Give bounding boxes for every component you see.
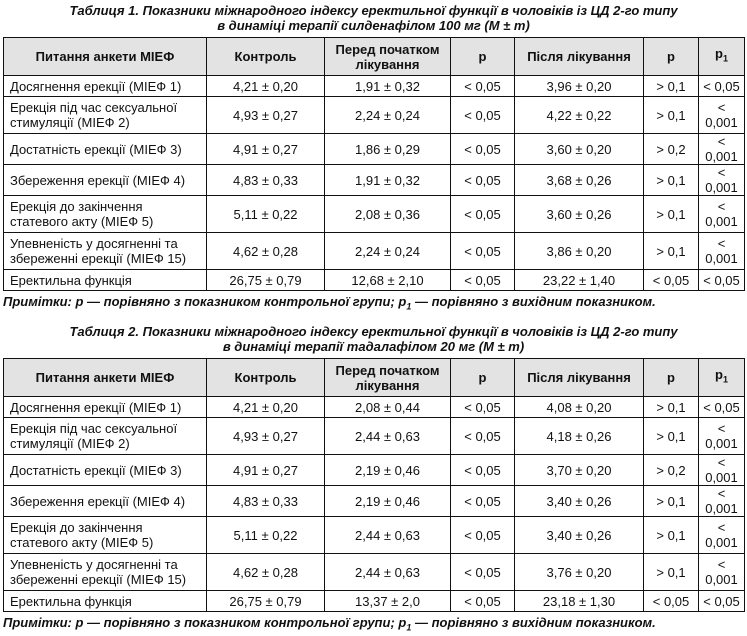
- table-row: [4, 554, 745, 591]
- cell-p: < 0,05: [451, 418, 515, 455]
- cell-before: 1,91 ± 0,32: [325, 165, 451, 196]
- table-row: [4, 233, 745, 270]
- table-row: [4, 134, 745, 165]
- cell-p-after: > 0,1: [644, 397, 699, 418]
- cell-p1: < 0,001: [699, 554, 745, 591]
- header-after-treatment: Після лікування: [515, 38, 644, 76]
- cell-before: 2,08 ± 0,44: [325, 397, 451, 418]
- cell-control: 4,91 ± 0,27: [207, 134, 325, 165]
- header-p1-base: p: [715, 46, 723, 62]
- cell-before: 2,44 ± 0,63: [325, 517, 451, 554]
- note-text-2: — порівняно з вихідним показником.: [411, 294, 656, 309]
- cell-p: < 0,05: [451, 97, 515, 134]
- header-p1-base: p: [715, 367, 723, 383]
- cell-after: 3,70 ± 0,20: [515, 455, 644, 486]
- table-row: [4, 270, 745, 291]
- cell-p1: < 0,001: [699, 233, 745, 270]
- cell-p1: < 0,001: [699, 418, 745, 455]
- table-2-block: [0, 321, 747, 636]
- cell-control: 5,11 ± 0,22: [207, 517, 325, 554]
- note-text-2: — порівняно з вихідним показником.: [411, 615, 656, 630]
- row-label: Упевненість у досягненні та збереженні ерекції (МІЕФ 15): [4, 233, 207, 270]
- cell-control: 4,21 ± 0,20: [207, 76, 325, 97]
- cell-p: < 0,05: [451, 76, 515, 97]
- cell-after: 3,40 ± 0,26: [515, 486, 644, 517]
- cell-after: 23,22 ± 1,40: [515, 270, 644, 291]
- cell-p-after: > 0,2: [644, 134, 699, 165]
- cell-p-after: < 0,05: [644, 591, 699, 612]
- cell-after: 3,40 ± 0,26: [515, 517, 644, 554]
- table-1-caption-line-1: Таблиця 1. Показники міжнародного індексу еректильної функції в чоловіків із ЦД 2-го типу: [69, 3, 678, 18]
- cell-p-after: > 0,1: [644, 196, 699, 233]
- cell-after: 3,96 ± 0,20: [515, 76, 644, 97]
- header-p-after: p: [644, 38, 699, 76]
- cell-p-after: > 0,1: [644, 233, 699, 270]
- cell-p1: < 0,05: [699, 270, 745, 291]
- table-row: [4, 196, 745, 233]
- header-p1: [699, 38, 745, 76]
- row-label: Ерекція під час сексуальної стимуляції (МІЕФ 2): [4, 97, 207, 134]
- header-control: Контроль: [207, 359, 325, 397]
- cell-control: 4,21 ± 0,20: [207, 397, 325, 418]
- note-text-1: Примітки: p — порівняно з показником контрольної групи; p: [3, 615, 407, 630]
- header-after-treatment: Після лікування: [515, 359, 644, 397]
- cell-p: < 0,05: [451, 233, 515, 270]
- table-1-header-row: [4, 38, 745, 76]
- cell-p: < 0,05: [451, 134, 515, 165]
- row-label: Збереження ерекції (МІЕФ 4): [4, 165, 207, 196]
- cell-p1: < 0,05: [699, 76, 745, 97]
- cell-p: < 0,05: [451, 165, 515, 196]
- header-p1: [699, 359, 745, 397]
- row-label: Достатність ерекції (МІЕФ 3): [4, 134, 207, 165]
- cell-p1: < 0,001: [699, 97, 745, 134]
- cell-before: 2,19 ± 0,46: [325, 455, 451, 486]
- cell-after: 4,18 ± 0,26: [515, 418, 644, 455]
- table-row: [4, 97, 745, 134]
- table-2: [3, 358, 745, 612]
- row-label: Достатність ерекції (МІЕФ 3): [4, 455, 207, 486]
- cell-before: 2,08 ± 0,36: [325, 196, 451, 233]
- cell-p-after: > 0,1: [644, 517, 699, 554]
- cell-p-after: > 0,1: [644, 76, 699, 97]
- cell-before: 2,24 ± 0,24: [325, 97, 451, 134]
- header-control: Контроль: [207, 38, 325, 76]
- table-row: [4, 517, 745, 554]
- cell-p-after: > 0,1: [644, 165, 699, 196]
- cell-p1: < 0,001: [699, 165, 745, 196]
- cell-control: 4,91 ± 0,27: [207, 455, 325, 486]
- header-p1-sub: 1: [722, 53, 728, 64]
- cell-control: 4,93 ± 0,27: [207, 97, 325, 134]
- cell-control: 4,93 ± 0,27: [207, 418, 325, 455]
- table-2-caption: [0, 324, 747, 354]
- cell-after: 3,68 ± 0,26: [515, 165, 644, 196]
- cell-p1: < 0,001: [699, 196, 745, 233]
- row-label: Ерекція до закінчення статевого акту (МІЕФ 5): [4, 196, 207, 233]
- cell-p: < 0,05: [451, 196, 515, 233]
- note-sub: 1: [406, 622, 412, 633]
- cell-after: 23,18 ± 1,30: [515, 591, 644, 612]
- header-before-treatment: Перед початком лікування: [325, 359, 451, 397]
- header-p1-sub: 1: [722, 374, 728, 385]
- cell-p-after: > 0,1: [644, 554, 699, 591]
- cell-p: < 0,05: [451, 486, 515, 517]
- table-row: [4, 591, 745, 612]
- cell-p: < 0,05: [451, 554, 515, 591]
- table-2-caption-line-1: Таблиця 2. Показники міжнародного індексу еректильної функції в чоловіків із ЦД 2-го типу: [69, 324, 678, 339]
- cell-p-after: > 0,1: [644, 97, 699, 134]
- header-question: Питання анкети МІЕФ: [4, 359, 207, 397]
- table-1: [3, 37, 745, 291]
- table-2-header-row: [4, 359, 745, 397]
- cell-after: 3,60 ± 0,26: [515, 196, 644, 233]
- header-p: p: [451, 359, 515, 397]
- cell-before: 1,91 ± 0,32: [325, 76, 451, 97]
- row-label: Ерекція під час сексуальної стимуляції (МІЕФ 2): [4, 418, 207, 455]
- cell-before: 1,86 ± 0,29: [325, 134, 451, 165]
- cell-control: 5,11 ± 0,22: [207, 196, 325, 233]
- header-p-after: p: [644, 359, 699, 397]
- cell-p1: < 0,001: [699, 134, 745, 165]
- cell-before: 2,44 ± 0,63: [325, 418, 451, 455]
- table-row: [4, 455, 745, 486]
- cell-p1: < 0,05: [699, 591, 745, 612]
- cell-before: 2,19 ± 0,46: [325, 486, 451, 517]
- cell-p-after: > 0,1: [644, 486, 699, 517]
- cell-after: 3,60 ± 0,20: [515, 134, 644, 165]
- cell-before: 12,68 ± 2,10: [325, 270, 451, 291]
- header-question: Питання анкети МІЕФ: [4, 38, 207, 76]
- row-label: Упевненість у досягненні та збереженні ерекції (МІЕФ 15): [4, 554, 207, 591]
- table-row: [4, 486, 745, 517]
- cell-control: 4,83 ± 0,33: [207, 486, 325, 517]
- cell-p: < 0,05: [451, 591, 515, 612]
- row-label: Еректильна функція: [4, 270, 207, 291]
- table-1-caption-line-2: в динаміці терапії силденафілом 100 мг (M ± m): [217, 18, 530, 33]
- table-row: [4, 397, 745, 418]
- cell-control: 26,75 ± 0,79: [207, 591, 325, 612]
- cell-p: < 0,05: [451, 517, 515, 554]
- table-2-note: [3, 615, 747, 636]
- cell-control: 4,62 ± 0,28: [207, 554, 325, 591]
- table-row: [4, 165, 745, 196]
- cell-control: 4,62 ± 0,28: [207, 233, 325, 270]
- row-label: Досягнення ерекції (МІЕФ 1): [4, 76, 207, 97]
- table-2-caption-line-2: в динаміці терапії тадалафілом 20 мг (M ± m): [222, 339, 525, 354]
- cell-p: < 0,05: [451, 397, 515, 418]
- note-sub: 1: [406, 301, 412, 312]
- cell-p-after: < 0,05: [644, 270, 699, 291]
- table-1-caption: [0, 3, 747, 33]
- cell-p-after: > 0,1: [644, 418, 699, 455]
- cell-p1: < 0,05: [699, 397, 745, 418]
- note-text-1: Примітки: p — порівняно з показником контрольної групи; p: [3, 294, 407, 309]
- cell-p1: < 0,001: [699, 517, 745, 554]
- cell-p: < 0,05: [451, 270, 515, 291]
- header-p: p: [451, 38, 515, 76]
- row-label: Досягнення ерекції (МІЕФ 1): [4, 397, 207, 418]
- cell-p-after: > 0,2: [644, 455, 699, 486]
- table-row: [4, 418, 745, 455]
- cell-before: 2,24 ± 0,24: [325, 233, 451, 270]
- table-1-note: [3, 294, 747, 315]
- cell-before: 13,37 ± 2,0: [325, 591, 451, 612]
- cell-p1: < 0,001: [699, 486, 745, 517]
- cell-p: < 0,05: [451, 455, 515, 486]
- cell-p1: < 0,001: [699, 455, 745, 486]
- cell-after: 3,86 ± 0,20: [515, 233, 644, 270]
- header-before-treatment: Перед початком лікування: [325, 38, 451, 76]
- cell-control: 26,75 ± 0,79: [207, 270, 325, 291]
- cell-before: 2,44 ± 0,63: [325, 554, 451, 591]
- cell-after: 3,76 ± 0,20: [515, 554, 644, 591]
- table-row: [4, 76, 745, 97]
- cell-after: 4,22 ± 0,22: [515, 97, 644, 134]
- cell-after: 4,08 ± 0,20: [515, 397, 644, 418]
- table-1-block: [0, 0, 747, 315]
- row-label: Ерекція до закінчення статевого акту (МІЕФ 5): [4, 517, 207, 554]
- cell-control: 4,83 ± 0,33: [207, 165, 325, 196]
- row-label: Еректильна функція: [4, 591, 207, 612]
- row-label: Збереження ерекції (МІЕФ 4): [4, 486, 207, 517]
